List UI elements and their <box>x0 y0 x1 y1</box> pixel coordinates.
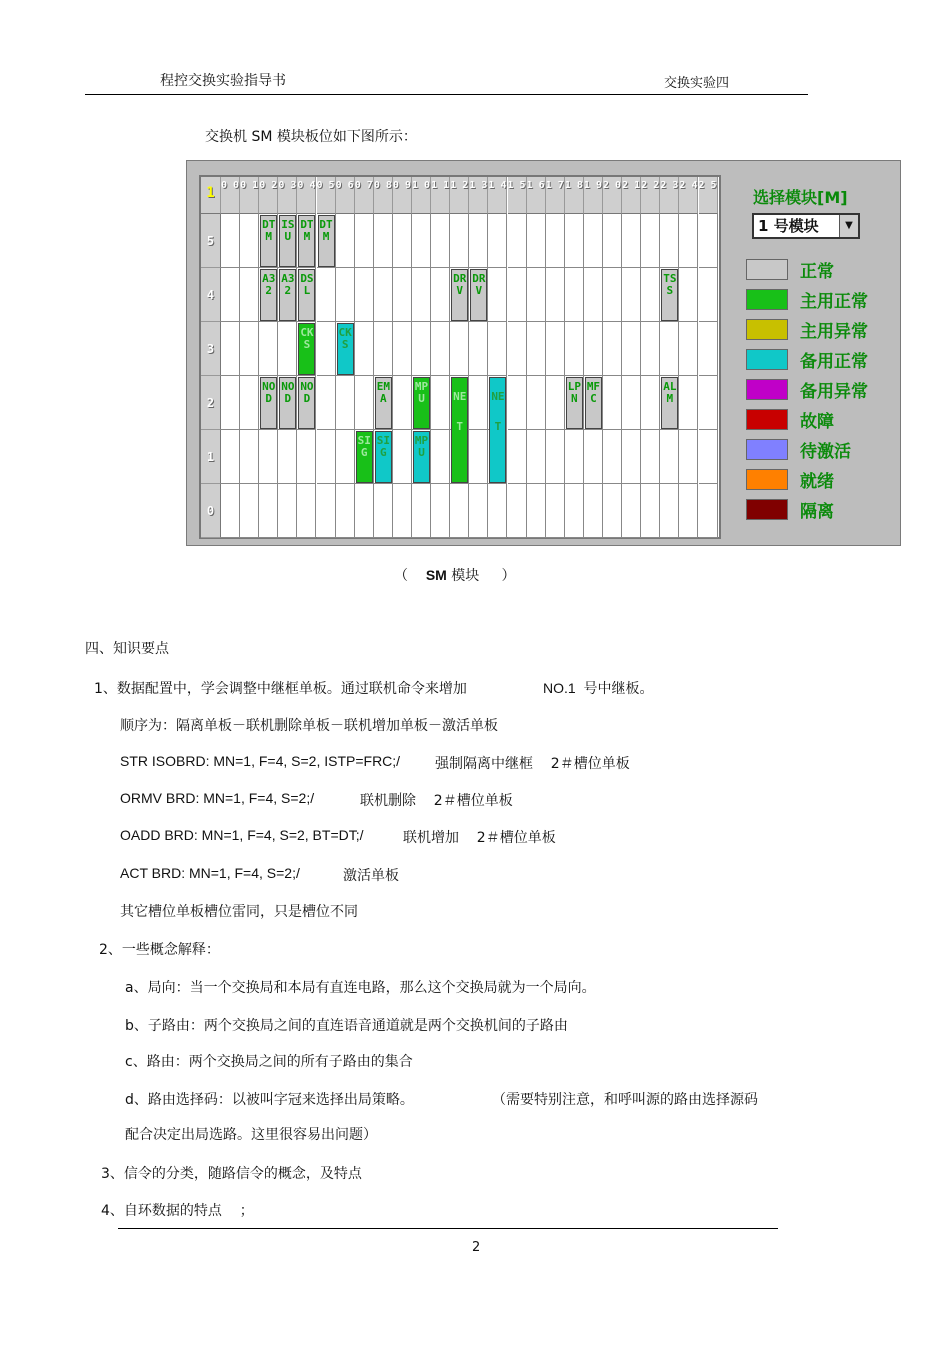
board-net[interactable]: NET <box>451 377 468 483</box>
slot-cell[interactable] <box>508 214 527 268</box>
slot-cell[interactable] <box>221 376 240 430</box>
slot-cell[interactable] <box>469 430 488 484</box>
other-slots-note: 其它槽位单板槽位雷同，只是槽位不同 <box>120 904 358 920</box>
slot-cell[interactable] <box>431 268 450 322</box>
slot-cell[interactable] <box>527 484 546 538</box>
slot-cell[interactable] <box>450 322 469 376</box>
slot-cell[interactable] <box>469 376 488 430</box>
slot-cell[interactable] <box>565 484 584 538</box>
board-dtm[interactable]: DTM <box>318 215 335 267</box>
slot-header-11: 1 1 <box>431 177 450 214</box>
slot-cell[interactable] <box>508 430 527 484</box>
command-1-comment: 强制隔离中继框 2＃槽位单板 <box>435 756 630 772</box>
slot-header-23: 2 3 <box>660 177 679 214</box>
slot-cell[interactable] <box>584 268 603 322</box>
slot-cell[interactable] <box>259 430 278 484</box>
slot-header-8: 0 8 <box>374 177 393 214</box>
board-nod[interactable]: NOD <box>279 377 296 429</box>
grid-corner-label: 1 <box>201 177 221 214</box>
slot-cell[interactable] <box>221 268 240 322</box>
slot-cell[interactable] <box>317 322 336 376</box>
slot-cell[interactable] <box>393 322 412 376</box>
slot-cell[interactable] <box>641 376 660 430</box>
caption-open: （ <box>394 568 408 584</box>
slot-cell[interactable] <box>508 484 527 538</box>
slot-cell[interactable] <box>699 430 718 484</box>
module-select[interactable] <box>752 213 860 239</box>
intro-text: 交换机 SM 模块板位如下图所示： <box>205 129 417 145</box>
slot-cell[interactable] <box>297 484 316 538</box>
slot-cell[interactable] <box>622 430 641 484</box>
slot-header-25: 2 5 <box>699 177 718 214</box>
board-sig[interactable]: SIG <box>356 431 373 483</box>
slot-cell[interactable] <box>431 322 450 376</box>
legend-swatch <box>746 499 788 520</box>
slot-cell[interactable] <box>565 430 584 484</box>
slot-header-9: 0 9 <box>393 177 412 214</box>
slot-header-3: 0 3 <box>278 177 297 214</box>
legend-label: 正常 <box>800 262 834 282</box>
slot-cell[interactable] <box>565 322 584 376</box>
slot-cell[interactable] <box>374 322 393 376</box>
slot-cell[interactable] <box>317 430 336 484</box>
concept-d: d、路由选择码：以被叫字冠来选择出局策略。 <box>125 1092 414 1108</box>
slot-cell[interactable] <box>488 322 507 376</box>
slot-cell[interactable] <box>336 268 355 322</box>
slot-cell[interactable] <box>546 322 565 376</box>
legend-label: 隔离 <box>800 502 834 522</box>
concept-d-continued: 配合决定出局选路。这里很容易出问题） <box>125 1127 377 1143</box>
slot-cell[interactable] <box>336 214 355 268</box>
board-isu[interactable]: ISU <box>279 215 296 267</box>
slot-cell[interactable] <box>336 484 355 538</box>
slot-cell[interactable] <box>240 322 259 376</box>
slot-cell[interactable] <box>622 484 641 538</box>
chevron-down-icon[interactable]: ▼ <box>839 215 858 237</box>
slot-cell[interactable] <box>278 484 297 538</box>
slot-cell[interactable] <box>412 484 431 538</box>
slot-cell[interactable] <box>660 214 679 268</box>
board-ema[interactable]: EMA <box>375 377 392 429</box>
slot-cell[interactable] <box>622 322 641 376</box>
board-mfc[interactable]: MFC <box>585 377 602 429</box>
slot-cell[interactable] <box>679 430 698 484</box>
slot-cell[interactable] <box>412 322 431 376</box>
board-slot-grid <box>199 175 721 539</box>
command-4-comment: 激活单板 <box>343 868 399 884</box>
slot-cell[interactable] <box>355 322 374 376</box>
slot-header-21: 2 1 <box>622 177 641 214</box>
concept-d-note: （需要特别注意，和呼叫源的路由选择源码 <box>492 1092 758 1108</box>
item-1-suffix: NO.1 号中继板。 <box>543 680 654 696</box>
slot-cell[interactable] <box>431 214 450 268</box>
slot-cell[interactable] <box>297 430 316 484</box>
slot-cell[interactable] <box>565 214 584 268</box>
concept-a: a、局向：当一个交换局和本局有直连电路，那么这个交换局就为一个局向。 <box>125 980 596 996</box>
slot-header-14: 1 4 <box>488 177 507 214</box>
slot-cell[interactable] <box>355 214 374 268</box>
slot-cell[interactable] <box>622 268 641 322</box>
slot-cell[interactable] <box>565 268 584 322</box>
slot-cell[interactable] <box>584 214 603 268</box>
slot-cell[interactable] <box>431 376 450 430</box>
caption-text: 模块 <box>451 568 480 584</box>
slot-cell[interactable] <box>641 430 660 484</box>
slot-header-16: 1 6 <box>527 177 546 214</box>
slot-cell[interactable] <box>317 484 336 538</box>
slot-header-17: 1 7 <box>546 177 565 214</box>
slot-cell[interactable] <box>317 376 336 430</box>
legend-swatch <box>746 439 788 460</box>
slot-cell[interactable] <box>699 322 718 376</box>
legend-label: 备用异常 <box>800 382 868 402</box>
slot-cell[interactable] <box>469 322 488 376</box>
legend-swatch <box>746 289 788 310</box>
slot-cell[interactable] <box>508 322 527 376</box>
slot-header-2: 0 2 <box>259 177 278 214</box>
board-tss[interactable]: TSS <box>661 269 678 321</box>
slot-cell[interactable] <box>393 214 412 268</box>
slot-header-24: 2 4 <box>679 177 698 214</box>
status-legend-panel <box>733 175 897 539</box>
command-3-comment: 联机增加 2＃槽位单板 <box>403 830 556 846</box>
caption-close: ） <box>501 568 516 584</box>
slot-cell[interactable] <box>221 484 240 538</box>
board-alm[interactable]: ALM <box>661 377 678 429</box>
frame-label-0: 0 <box>201 484 221 538</box>
slot-cell[interactable] <box>546 268 565 322</box>
slot-header-4: 0 4 <box>297 177 316 214</box>
order-text: 顺序为：隔离单板－联机删除单板－联机增加单板－激活单板 <box>120 718 498 734</box>
header-chapter: 交换实验四 <box>664 76 730 91</box>
module-select-value: 1 号模块 <box>758 217 819 235</box>
header-rule <box>85 94 808 95</box>
slot-header-19: 1 9 <box>584 177 603 214</box>
legend-swatch <box>746 469 788 490</box>
item-2: 2、一些概念解释： <box>99 942 220 958</box>
slot-cell[interactable] <box>431 484 450 538</box>
slot-cell[interactable] <box>699 214 718 268</box>
legend-label: 就绪 <box>800 472 834 492</box>
slot-cell[interactable] <box>679 484 698 538</box>
slot-cell[interactable] <box>221 322 240 376</box>
slot-header-0: 0 0 <box>221 177 240 214</box>
slot-cell[interactable] <box>641 322 660 376</box>
legend-label: 备用正常 <box>800 352 868 372</box>
command-3: OADD BRD: MN=1, F=4, S=2, BT=DT;/ <box>120 827 364 843</box>
footer-rule <box>118 1228 778 1229</box>
slot-cell[interactable] <box>527 376 546 430</box>
slot-header-10: 1 0 <box>412 177 431 214</box>
frame-label-4: 4 <box>201 268 221 322</box>
slot-cell[interactable] <box>240 376 259 430</box>
board-dsl[interactable]: DSL <box>298 269 315 321</box>
slot-cell[interactable] <box>374 484 393 538</box>
slot-cell[interactable] <box>679 322 698 376</box>
concept-c: c、路由：两个交换局之间的所有子路由的集合 <box>125 1054 413 1070</box>
slot-cell[interactable] <box>336 376 355 430</box>
slot-cell[interactable] <box>527 268 546 322</box>
concept-b: b、子路由：两个交换局之间的直连语音通道就是两个交换机间的子路由 <box>125 1018 568 1034</box>
board-a32[interactable]: A32 <box>260 269 277 321</box>
slot-header-1: 0 1 <box>240 177 259 214</box>
slot-cell[interactable] <box>508 268 527 322</box>
slot-header-7: 0 7 <box>355 177 374 214</box>
slot-cell[interactable] <box>679 268 698 322</box>
slot-cell[interactable] <box>393 268 412 322</box>
slot-cell[interactable] <box>546 430 565 484</box>
slot-cell[interactable] <box>527 430 546 484</box>
slot-cell[interactable] <box>393 430 412 484</box>
slot-cell[interactable] <box>336 430 355 484</box>
slot-cell[interactable] <box>641 214 660 268</box>
command-1: STR ISOBRD: MN=1, F=4, S=2, ISTP=FRC;/ <box>120 753 401 769</box>
slot-cell[interactable] <box>355 376 374 430</box>
slot-cell[interactable] <box>240 214 259 268</box>
slot-cell[interactable] <box>259 322 278 376</box>
board-nod[interactable]: NOD <box>260 377 277 429</box>
slot-cell[interactable] <box>603 484 622 538</box>
slot-cell[interactable] <box>603 214 622 268</box>
slot-cell[interactable] <box>278 430 297 484</box>
slot-cell[interactable] <box>469 484 488 538</box>
board-cks[interactable]: CKS <box>337 323 354 375</box>
figure-caption <box>394 565 516 585</box>
slot-cell[interactable] <box>641 484 660 538</box>
slot-cell[interactable] <box>355 268 374 322</box>
slot-header-5: 0 5 <box>317 177 336 214</box>
item-1: 1、数据配置中，学会调整中继框单板。通过联机命令来增加 <box>94 681 467 697</box>
slot-cell[interactable] <box>393 376 412 430</box>
slot-header-15: 1 5 <box>508 177 527 214</box>
board-cks[interactable]: CKS <box>298 323 315 375</box>
slot-cell[interactable] <box>527 322 546 376</box>
frame-label-5: 5 <box>201 214 221 268</box>
slot-cell[interactable] <box>469 214 488 268</box>
frame-label-2: 2 <box>201 376 221 430</box>
legend-label: 待激活 <box>800 442 851 462</box>
slot-cell[interactable] <box>660 484 679 538</box>
page-number: 2 <box>472 1240 481 1255</box>
slot-cell[interactable] <box>488 214 507 268</box>
legend-swatch <box>746 349 788 370</box>
slot-cell[interactable] <box>221 214 240 268</box>
board-a32[interactable]: A32 <box>279 269 296 321</box>
slot-header-6: 0 6 <box>336 177 355 214</box>
section-heading: 四、知识要点 <box>85 641 169 657</box>
slot-cell[interactable] <box>527 214 546 268</box>
slot-cell[interactable] <box>679 376 698 430</box>
slot-cell[interactable] <box>355 484 374 538</box>
slot-cell[interactable] <box>431 430 450 484</box>
slot-cell[interactable] <box>259 484 278 538</box>
board-net[interactable]: NET <box>489 377 506 483</box>
board-dtm[interactable]: DTM <box>298 215 315 267</box>
command-4: ACT BRD: MN=1, F=4, S=2;/ <box>120 865 300 881</box>
slot-header-20: 2 0 <box>603 177 622 214</box>
slot-cell[interactable] <box>546 484 565 538</box>
slot-cell[interactable] <box>699 268 718 322</box>
slot-cell[interactable] <box>603 376 622 430</box>
board-nod[interactable]: NOD <box>298 377 315 429</box>
slot-cell[interactable] <box>660 322 679 376</box>
legend-swatch <box>746 409 788 430</box>
slot-cell[interactable] <box>450 214 469 268</box>
sm-module-panel <box>186 160 901 546</box>
board-mpu[interactable]: MPU <box>413 431 430 483</box>
item-3: 3、信令的分类，随路信令的概念，及特点 <box>101 1166 362 1182</box>
legend-label: 主用正常 <box>800 292 868 312</box>
board-drv[interactable]: DRV <box>470 269 487 321</box>
slot-cell[interactable] <box>221 430 240 484</box>
slot-cell[interactable] <box>508 376 527 430</box>
slot-cell[interactable] <box>641 268 660 322</box>
legend-label: 主用异常 <box>800 322 868 342</box>
slot-cell[interactable] <box>699 376 718 430</box>
slot-cell[interactable] <box>412 214 431 268</box>
board-dtm[interactable]: DTM <box>260 215 277 267</box>
slot-header-13: 1 3 <box>469 177 488 214</box>
command-2: ORMV BRD: MN=1, F=4, S=2;/ <box>120 790 315 806</box>
slot-cell[interactable] <box>584 430 603 484</box>
item-4: 4、自环数据的特点 ； <box>101 1203 254 1219</box>
slot-cell[interactable] <box>240 268 259 322</box>
header-title: 程控交换实验指导书 <box>160 73 286 89</box>
slot-cell[interactable] <box>374 214 393 268</box>
select-module-title: 选择模块[M] <box>753 188 848 207</box>
board-lpn[interactable]: LPN <box>566 377 583 429</box>
slot-cell[interactable] <box>622 376 641 430</box>
caption-bold: SM <box>425 567 447 583</box>
slot-cell[interactable] <box>603 430 622 484</box>
slot-cell[interactable] <box>317 268 336 322</box>
slot-cell[interactable] <box>488 268 507 322</box>
slot-cell[interactable] <box>603 322 622 376</box>
slot-header-18: 1 8 <box>565 177 584 214</box>
slot-cell[interactable] <box>278 322 297 376</box>
slot-cell[interactable] <box>622 214 641 268</box>
legend-swatch <box>746 319 788 340</box>
slot-cell[interactable] <box>374 268 393 322</box>
slot-cell[interactable] <box>603 268 622 322</box>
frame-label-1: 1 <box>201 430 221 484</box>
slot-cell[interactable] <box>393 484 412 538</box>
slot-cell[interactable] <box>412 268 431 322</box>
slot-cell[interactable] <box>488 484 507 538</box>
slot-cell[interactable] <box>546 214 565 268</box>
slot-cell[interactable] <box>584 484 603 538</box>
slot-cell[interactable] <box>699 484 718 538</box>
slot-cell[interactable] <box>660 430 679 484</box>
board-sig[interactable]: SIG <box>375 431 392 483</box>
slot-cell[interactable] <box>240 430 259 484</box>
board-mpu[interactable]: MPU <box>413 377 430 429</box>
slot-cell[interactable] <box>240 484 259 538</box>
command-2-comment: 联机删除 2＃槽位单板 <box>360 793 513 809</box>
slot-header-12: 1 2 <box>450 177 469 214</box>
slot-header-22: 2 2 <box>641 177 660 214</box>
legend-swatch <box>746 259 788 280</box>
frame-label-3: 3 <box>201 322 221 376</box>
slot-cell[interactable] <box>450 484 469 538</box>
board-drv[interactable]: DRV <box>451 269 468 321</box>
legend-swatch <box>746 379 788 400</box>
legend-label: 故障 <box>800 412 834 432</box>
slot-cell[interactable] <box>679 214 698 268</box>
slot-cell[interactable] <box>584 322 603 376</box>
slot-cell[interactable] <box>546 376 565 430</box>
